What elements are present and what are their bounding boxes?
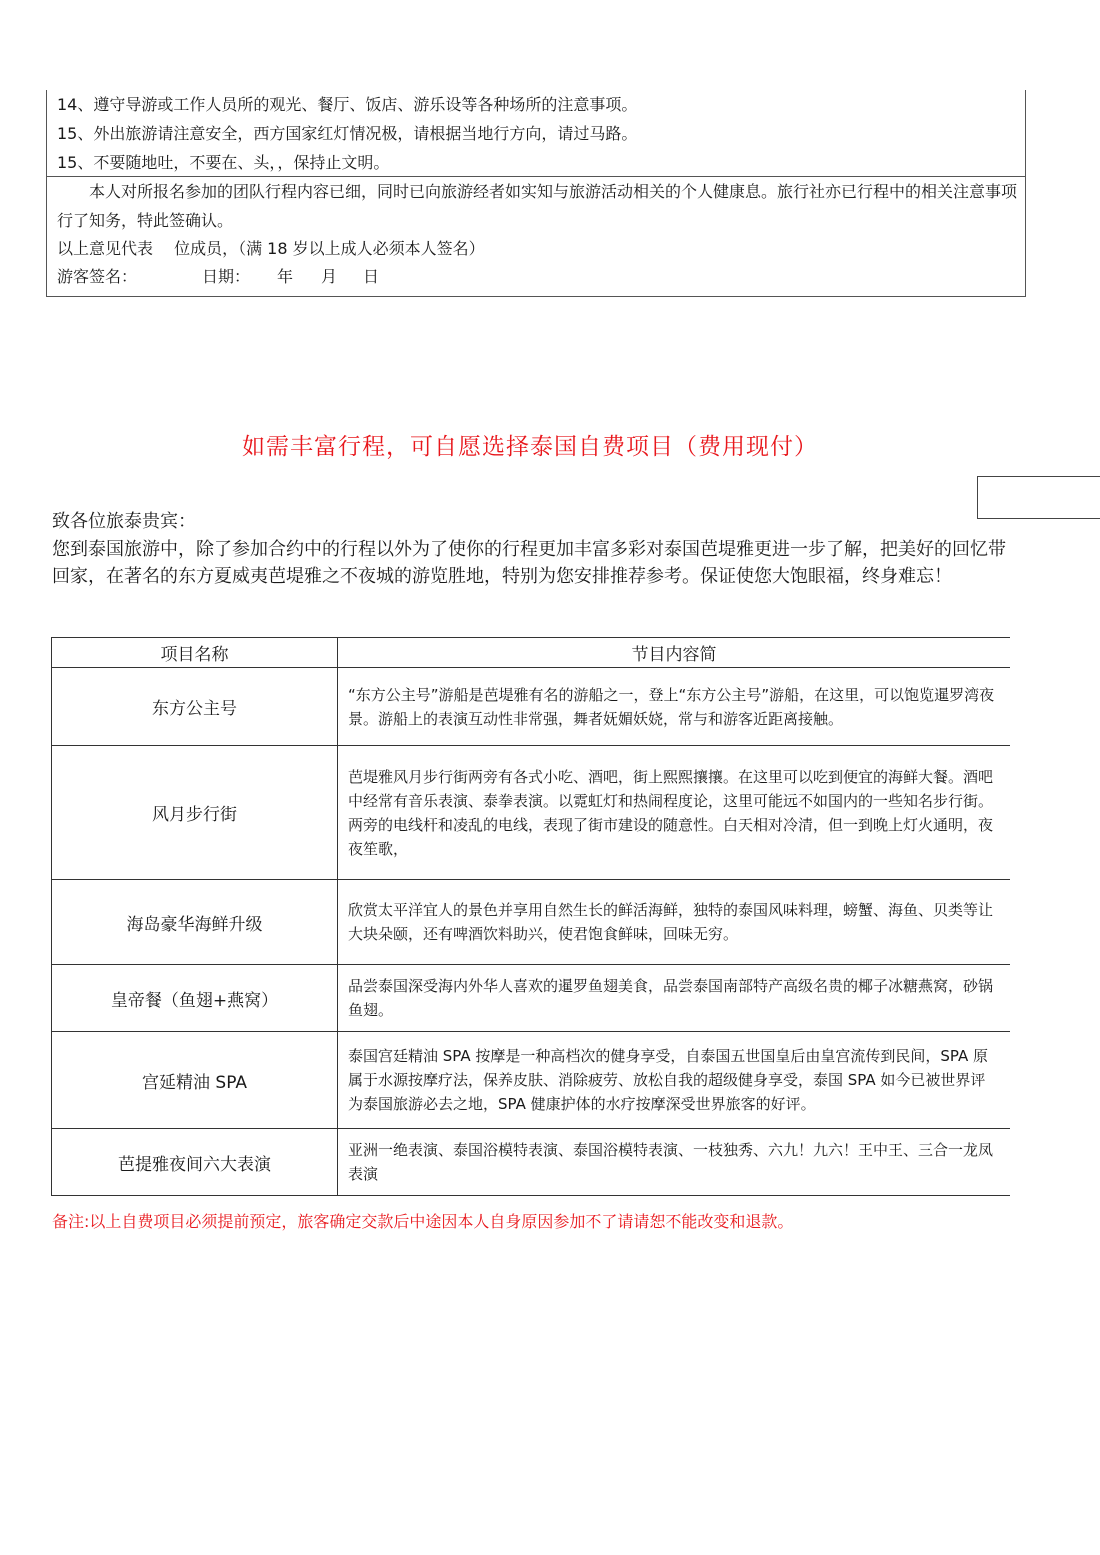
rule-line: 14、遵守导游或工作人员所的观光、餐厅、饭店、游乐设等各种场所的注意事项。: [57, 95, 638, 114]
item-desc: 亚洲一绝表演、泰国浴模特表演、泰国浴模特表演、一枝独秀、六九！九六！王中王、三合一龙凤表演: [338, 1129, 1011, 1196]
item-name: 东方公主号: [52, 668, 338, 746]
representative-line: 以上意见代表 位成员，（满 18 岁以上成人必须本人签名）: [57, 239, 485, 258]
signature-line: [57, 263, 1017, 291]
item-name: 皇帝餐（鱼翅+燕窝）: [52, 965, 338, 1032]
date-label: 日期：: [202, 267, 251, 286]
confirm-section: [47, 177, 1025, 291]
notice-box: [46, 90, 1026, 297]
table-row: [52, 965, 1011, 1032]
table-row: [52, 880, 1011, 965]
promo-title: 如需丰富行程，可自愿选择泰国自费项目（费用现付）: [242, 434, 818, 460]
item-desc: 泰国宫廷精油 SPA 按摩是一种高档次的健身享受，自泰国五世国皇后由皇宫流传到民间，SPA 原属于水源按摩疗法，保养皮肤、消除疲劳、放松自我的超级健身享受，泰国 SPA 如今已被世界评为泰国旅游必去之地，SPA 健康护体的水疗按摩深受世界旅客的好评。: [338, 1032, 1011, 1129]
rules-section: [47, 90, 1025, 177]
table-header-row: [52, 638, 1011, 668]
rule-line: 15、不要随地吐，不要在、头，，保持止文明。: [57, 153, 390, 172]
confirm-statement: 本人对所报名参加的团队行程内容已细，同时已向旅游经者如实知与旅游活动相关的个人健康息。旅行社亦已行程中的相关注意事项行了知务，特此签确认。: [57, 182, 1018, 230]
column-header-desc: 节目内容简: [338, 638, 1011, 668]
item-desc: 芭堤雅风月步行街两旁有各式小吃、酒吧，街上熙熙攘攘。在这里可以吃到便宜的海鲜大餐。酒吧中经常有音乐表演、泰拳表演。以霓虹灯和热闹程度论，这里可能远不如国内的一些知名步行街。两旁的电线杆和凌乱的电线，表现了街市建设的随意性。白天相对冷清，但一到晚上灯火通明，夜夜笙歌，: [338, 746, 1011, 880]
table-row: [52, 746, 1011, 880]
signature-label: 游客签名：: [57, 267, 138, 286]
item-name: 芭提雅夜间六大表演: [52, 1129, 338, 1196]
column-header-name: 项目名称: [52, 638, 338, 668]
item-name: 海岛豪华海鲜升级: [52, 880, 338, 965]
item-desc: 欣赏太平洋宜人的景色并享用自然生长的鲜活海鲜，独特的泰国风味料理，螃蟹、海鱼、贝类等让 大块朵颐，还有啤酒饮料助兴，使君饱食鲜味，回味无穷。: [338, 880, 1011, 965]
year-label: 年: [277, 267, 294, 286]
day-label: 日: [363, 267, 380, 286]
table-row: [52, 1129, 1011, 1196]
item-name: 风月步行街: [52, 746, 338, 880]
month-label: 月: [321, 267, 338, 286]
optional-items-table: [51, 637, 1010, 1196]
rule-line: 15、外出旅游请注意安全，西方国家红灯情况极，请根据当地行方向，请过马路。: [57, 124, 638, 143]
table-row: [52, 1032, 1011, 1129]
item-desc: 品尝泰国深受海内外华人喜欢的暹罗鱼翅美食，品尝泰国南部特产高级名贵的椰子冰糖燕窝，砂锅鱼翅。: [338, 965, 1011, 1032]
remark-note: 备注:以上自费项目必须提前预定，旅客确定交款后中途因本人自身原因参加不了请请恕不能改变和退款。: [52, 1212, 794, 1231]
intro-paragraph: 您到泰国旅游中，除了参加合约中的行程以外为了使你的行程更加丰富多彩对泰国芭堤雅更进一步了解，把美好的回忆带回家，在著名的东方夏威夷芭堤雅之不夜城的游览胜地，特别为您安排推荐参考。保证使您大饱眼福，终身难忘！: [52, 539, 1006, 587]
item-name: 宫延精油 SPA: [52, 1032, 338, 1129]
empty-side-box: [977, 476, 1100, 519]
item-desc: “东方公主号”游船是芭堤雅有名的游船之一，登上“东方公主号”游船，在这里，可以饱览暹罗湾夜景。游船上的表演互动性非常强，舞者妩媚妖娆，常与和游客近距离接触。: [338, 668, 1011, 746]
table-row: [52, 668, 1011, 746]
greeting: 致各位旅泰贵宾：: [52, 511, 196, 532]
